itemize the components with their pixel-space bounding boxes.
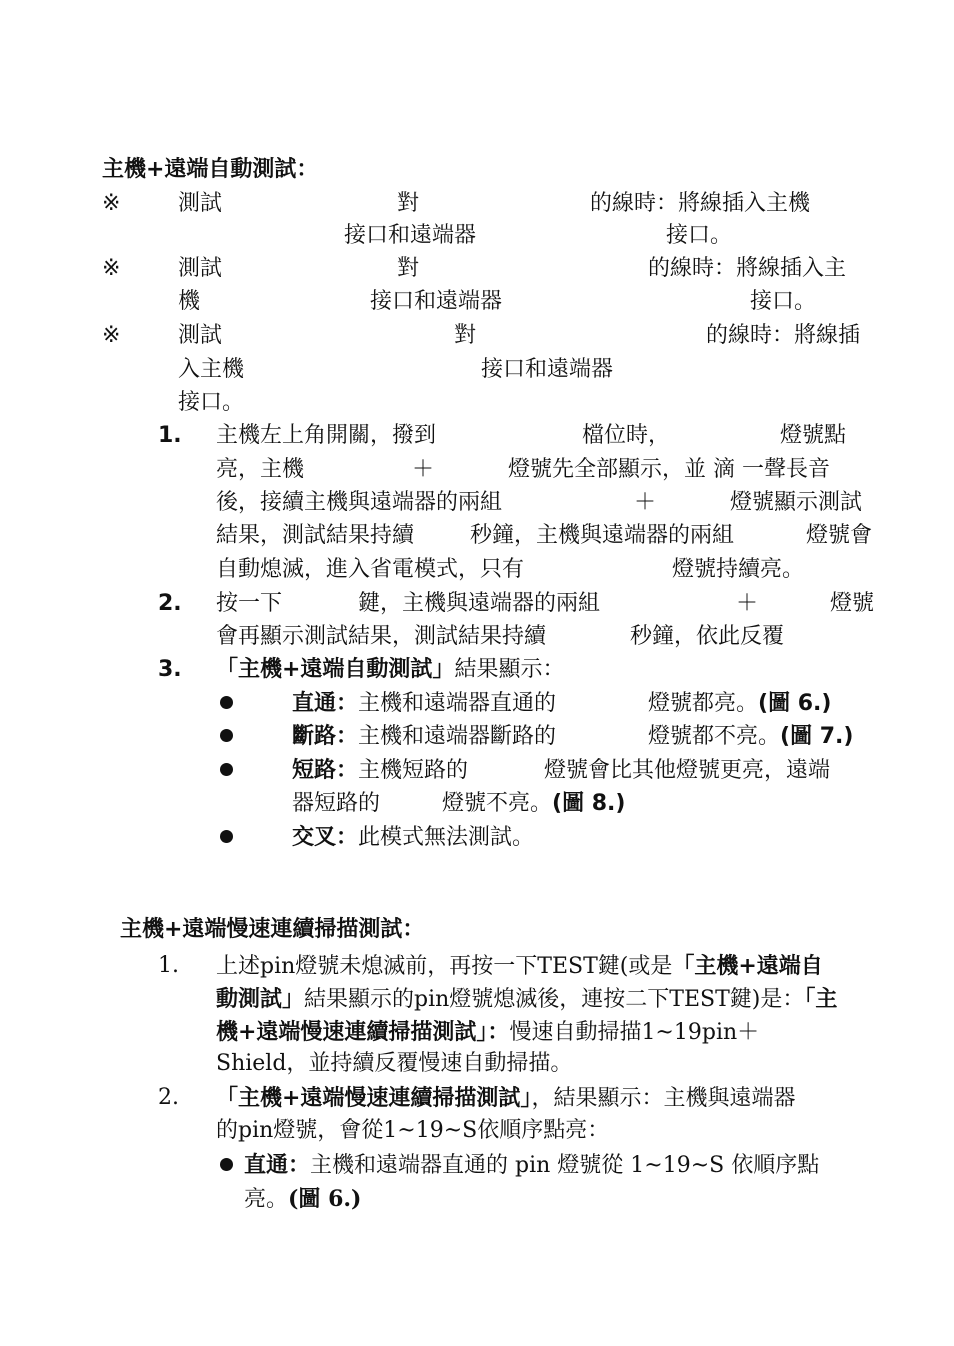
- item-text: 機+遠端慢速連續掃描測試」：慢速自動掃描1~19pin＋: [216, 1019, 760, 1045]
- step-text: 秒鐘，主機與遠端器的兩組: [470, 523, 735, 548]
- step-text: 燈號持續亮。: [672, 557, 805, 582]
- note-mark: ※: [102, 256, 121, 281]
- note-text: 接口。: [178, 390, 245, 415]
- note-mark: ※: [102, 323, 121, 348]
- bullet-item: 直通：主機和遠端器直通的: [292, 691, 557, 716]
- step-text: 主機左上角開關，撥到: [216, 423, 437, 448]
- bullet-dot: [220, 763, 233, 776]
- step-title-bold: 「主機+遠端自動測試」: [216, 657, 455, 682]
- item-text: Shield，並持續反覆慢速自動掃描。: [216, 1051, 573, 1076]
- bullet-dot: [220, 729, 233, 742]
- step-text: 燈號先全部顯示，並 滴 一聲長音: [508, 457, 830, 482]
- bullet-dot: [220, 830, 233, 843]
- step-title: [216, 656, 564, 684]
- note-text: 接口和遠端器: [344, 223, 477, 248]
- step-text: 燈號顯示測試: [730, 490, 863, 515]
- item-text: 上述pin燈號未熄滅前，再按一下TEST鍵(或是「主機+遠端自: [216, 953, 823, 979]
- figure-ref: (圖 8.): [552, 791, 626, 816]
- bullet-item: 燈號都亮。(圖 6.): [648, 691, 832, 716]
- figure-ref: (圖 6.): [758, 691, 832, 716]
- bullet-item: 燈號都不亮。(圖 7.): [648, 724, 854, 749]
- bullet-dot: [220, 696, 233, 709]
- bullet-item: 斷路：主機和遠端器斷路的: [292, 724, 557, 749]
- note-text: 接口。: [750, 289, 817, 314]
- item-text: 的pin燈號，會從1~19~S依順序點亮：: [216, 1118, 610, 1143]
- note-text: 對: [397, 256, 420, 281]
- step-text: 自動熄滅，進入省電模式，只有: [216, 557, 525, 582]
- item-text: 「主機+遠端慢速連續掃描測試」，結果顯示：主機與遠端器: [216, 1085, 796, 1111]
- step-text: ＋: [736, 591, 759, 616]
- note-text: 對: [397, 191, 420, 216]
- bullet-item: 亮。(圖 6.): [244, 1186, 362, 1212]
- step-text: ＋: [634, 490, 657, 515]
- step-text: 按一下: [216, 591, 283, 616]
- figure-ref: (圖 7.): [780, 724, 854, 749]
- note-text: 的線時：將線插入主機: [590, 191, 811, 216]
- note-text: 入主機: [178, 357, 245, 382]
- item-number: 2.: [158, 1085, 179, 1110]
- section2-heading: 主機+遠端慢速連續掃描測試：: [120, 917, 425, 942]
- bullet-item: 燈號會比其他燈號更亮，遠端: [544, 758, 831, 783]
- step-number: 3.: [158, 657, 182, 682]
- bullet-item: 交叉：此模式無法測試。: [292, 825, 535, 850]
- step-text: 結果，測試結果持續: [216, 523, 415, 548]
- step-text: 燈號: [830, 591, 875, 616]
- figure-ref: (圖 6.): [288, 1186, 362, 1212]
- bullet-item: 燈號不亮。(圖 8.): [442, 791, 626, 816]
- step-title-rest: 結果顯示：: [454, 657, 565, 682]
- note-text: 的線時：將線插: [706, 323, 861, 348]
- note-text: 對: [454, 323, 477, 348]
- note-mark: ※: [102, 191, 121, 216]
- bullet-item: 直通：主機和遠端器直通的 pin 燈號從 1~19~S 依順序點: [244, 1152, 820, 1178]
- step-text: 檔位時，: [582, 423, 671, 448]
- note-text: 接口和遠端器: [481, 357, 614, 382]
- step-text: 亮，主機: [216, 457, 305, 482]
- note-text: 測試: [178, 256, 223, 281]
- step-text: ＋: [412, 457, 435, 482]
- step-number: 1.: [158, 423, 182, 448]
- bullet-item: 短路：主機短路的: [292, 758, 469, 783]
- note-text: 機: [178, 289, 201, 314]
- section1-heading: 主機+遠端自動測試：: [102, 157, 319, 182]
- step-text: 後，接續主機與遠端器的兩組: [216, 490, 503, 515]
- step-text: 會再顯示測試結果，測試結果持續: [216, 624, 547, 649]
- note-text: 的線時：將線插入主: [648, 256, 847, 281]
- note-text: 測試: [178, 323, 223, 348]
- note-text: 接口和遠端器: [370, 289, 503, 314]
- item-text: 動測試」結果顯示的pin燈號熄滅後，連按二下TEST鍵)是：「主: [216, 986, 838, 1012]
- step-text: 燈號會: [806, 523, 873, 548]
- step-text: 燈號點: [780, 423, 847, 448]
- item-number: 1.: [158, 953, 179, 978]
- step-text: 鍵，主機與遠端器的兩組: [358, 591, 601, 616]
- note-text: 接口。: [666, 223, 733, 248]
- step-number: 2.: [158, 591, 182, 616]
- note-text: 測試: [178, 191, 223, 216]
- bullet-dot: [220, 1158, 233, 1171]
- step-text: 秒鐘，依此反覆: [630, 624, 785, 649]
- bullet-item: 器短路的: [292, 791, 381, 816]
